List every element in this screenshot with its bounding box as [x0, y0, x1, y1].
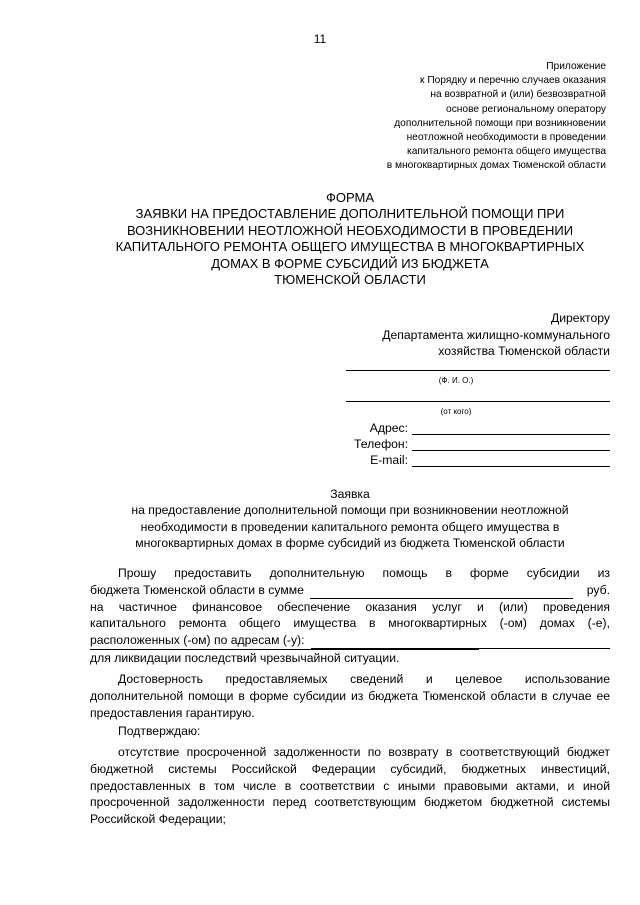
- form-title-line: ЗАЯВКИ НА ПРЕДОСТАВЛЕНИЕ ДОПОЛНИТЕЛЬНОЙ ПОМОЩИ ПРИ: [135, 206, 565, 222]
- debt-paragraph: [90, 744, 610, 828]
- appendix-line: дополнительной помощи при возникновении: [394, 117, 606, 129]
- address-label: Адрес:: [369, 421, 408, 435]
- form-title-line: КАПИТАЛЬНОГО РЕМОНТА ОБЩЕГО ИМУЩЕСТВА В МНОГОКВАРТИРНЫХ: [115, 239, 585, 255]
- appendix-line: капитального ремонта общего имущества: [407, 146, 606, 158]
- form-title-line: ФОРМА: [325, 190, 375, 205]
- fio-caption: (Ф. И. О.): [438, 376, 474, 385]
- appendix-line: на возвратной и (или) безвозвратной: [430, 89, 606, 101]
- appendix-line: Приложение: [546, 61, 606, 72]
- phone-field[interactable]: [412, 438, 610, 451]
- request-title-line: многоквартирных домах в форме субсидий из бюджета Тюменской области: [135, 535, 565, 550]
- p1-amount-label: бюджета Тюменской области в сумме: [90, 582, 304, 597]
- appendix-note: [387, 60, 606, 174]
- p1-addresses-label: расположенных (-ом) по адресам (-у):: [90, 633, 305, 648]
- request-title-line: на предоставление дополнительной помощи при возникновении неотложной: [131, 503, 569, 518]
- confirm-paragraph: [90, 723, 610, 740]
- from-field[interactable]: [346, 401, 610, 402]
- appendix-line: основе региональному оператору: [446, 103, 606, 115]
- request-title-line: Заявка: [330, 487, 370, 501]
- p1-line: капитального ремонта общего имущества в многоквартирных (-ом) домах (-е),: [90, 616, 610, 631]
- addressee-line: Директору: [550, 311, 610, 325]
- addressee-line: Департамента жилищно-коммунального: [382, 327, 610, 342]
- form-title-line: ДОМАХ В ФОРМЕ СУБСИДИЙ ИЗ БЮДЖЕТА: [211, 255, 489, 271]
- page-number: 11: [313, 32, 327, 46]
- debt-text: отсутствие просроченной задолженности по возврату в соответствующий бюджет бюджетной системы Российской Федерации субсидий, бюджетных инвестиций, предоставленных в том числе в соответствии с иными правовыми актами, и иной просроченной задолженности перед соответствующим бюджетом бюджетной системы Российской Федерации;: [90, 745, 610, 827]
- purpose-row: [90, 649, 610, 667]
- phone-label: Телефон:: [354, 437, 408, 451]
- p1-line: Прошу предоставить дополнительную помощь в форме субсидии из: [118, 566, 610, 580]
- form-title-line: ТЮМЕНСКОЙ ОБЛАСТИ: [274, 272, 426, 288]
- amount-field[interactable]: [310, 587, 573, 599]
- addressee-line: хозяйства Тюменской области: [438, 344, 610, 359]
- fio-field[interactable]: [346, 370, 610, 371]
- email-row: [346, 453, 610, 467]
- appendix-line: неотложной необходимости в проведении: [406, 132, 606, 144]
- email-label: E-mail:: [370, 453, 408, 467]
- p1-rub-label: руб.: [586, 582, 610, 597]
- addresses-row: [90, 632, 610, 649]
- address-row: [346, 421, 610, 435]
- email-field[interactable]: [412, 454, 610, 467]
- request-title-line: необходимости в проведении капитального ремонта общего имущества в: [140, 519, 560, 534]
- addresses-field[interactable]: [311, 637, 610, 649]
- from-caption: (от кого): [440, 407, 472, 416]
- amount-row: [90, 582, 610, 599]
- guarantee-text: Достоверность предоставляемых сведений и целевое использование дополнительной помощи в форме субсидии из бюджета Тюменской области в случае ее предоставления гарантирую.: [90, 672, 610, 720]
- request-title: [90, 486, 610, 551]
- form-title: [90, 190, 610, 288]
- addressee-block: [382, 310, 610, 360]
- guarantee-paragraph: [90, 671, 610, 721]
- p1-purpose-line: для ликвидации последствий чрезвычайной ситуации.: [90, 649, 479, 667]
- appendix-line: в многоквартирных домах Тюменской области: [386, 160, 606, 172]
- confirm-text: Подтверждаю:: [118, 724, 201, 738]
- request-paragraph: [90, 565, 610, 667]
- appendix-line: к Порядку и перечню случаев оказания: [420, 75, 606, 87]
- p1-line: на частичное финансовое обеспечение оказания услуг и (или) проведения: [90, 599, 610, 614]
- phone-row: [346, 437, 610, 451]
- form-title-line: ВОЗНИКНОВЕНИИ НЕОТЛОЖНОЙ НЕОБХОДИМОСТИ В ПРОВЕДЕНИИ: [126, 222, 574, 238]
- address-field[interactable]: [412, 422, 610, 435]
